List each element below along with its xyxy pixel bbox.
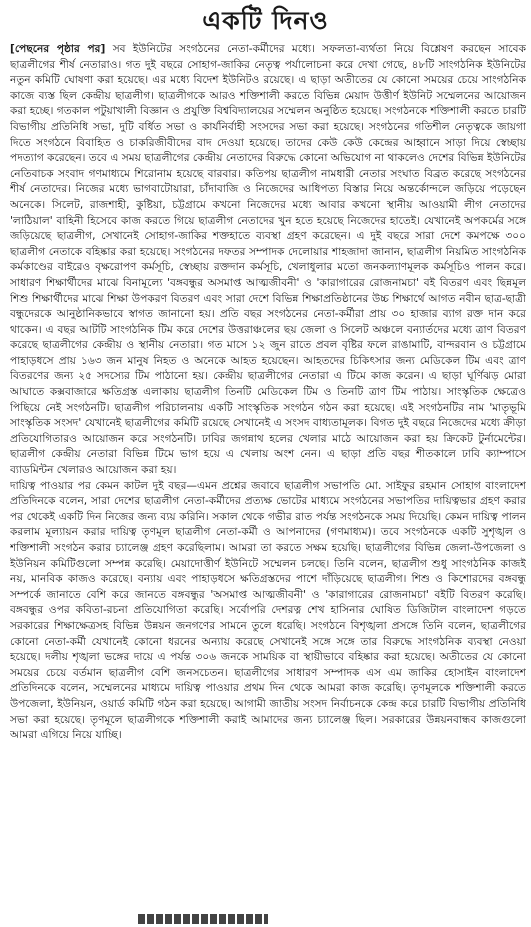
article-headline: একটি দিনও xyxy=(202,6,329,35)
article-paragraph-2: দায়িত্ব পাওয়ার পর কেমন কাটল দুই বছর—এমন প্রশ্নের জবাবে ছাত্রলীগ সভাপতি মো. সাইফুর রহমান সোহাগ বাংলাদেশ প্রতিদিনকে বলেন, সারা দেশের ছাত্রলীগ নেতা-কর্মীদের প্রত্যক্ষ ভোটের মাধ্যমে সংগঠনের সভাপতির দায়িত্বভার গ্রহণ করার পর থেকেই একটি দিন নিজের জন্য ব্যয় করিনি। সকাল থেকে গভীর রাত পর্যন্ত সংগঠনকে সময় দিয়েছি। কেমন দায়িত্ব পালন করলাম মূল্যায়ন করার দায়িত্ব তৃণমূল ছাত্রলীগ নেতা-কর্মী ও আপনাদের (গণমাধ্যম)। তবে সংগঠনকে একটি সুশৃঙ্খল ও শক্তিশালী সংগঠন করার চ্যালেঞ্জ গ্রহণ করেছিলাম। আমরা তা করতে সক্ষম হয়েছি। ছাত্রলীগের বিভিন্ন জেলা-উপজেলা ও ইউনিয়ন কমিটিগুলো সম্পন্ন করেছি। মেয়াদোত্তীর্ণ ইউনিটে সম্মেলন চলছে। তিনি বলেন, ছাত্রলীগ শুধু সাংগঠনিক কাজই নয়, মানবিক কাজও করেছে। বন্যায় এবং পাহাড়ধসে ক্ষতিগ্রস্তদের পাশে দাঁড়িয়েছে ছাত্রলীগ। শিশু ও কিশোরদের বঙ্গবন্ধু সম্পর্কে জানাতে বেশি করে জানতে বঙ্গবন্ধুর 'অসমাপ্ত আত্মজীবনী' ও 'কারাগারের রোজনামচা' বইটি বিতরণ করেছি। বঙ্গবন্ধুর ওপর কবিতা-রচনা প্রতিযোগিতা করেছি। সর্বোপরি দেশরত্ন শেখ হাসিনার ঘোষিত ডিজিটাল বাংলাদেশ গড়তে সরকারের শিক্ষাক্ষেত্রসহ বিভিন্ন উন্নয়ন জনগণের সামনে তুলে ধরেছি। সংগঠনে বিশৃঙ্খলা প্রসঙ্গে তিনি বলেন, ছাত্রলীগের কোনো নেতা-কর্মী যেখানেই কোনো ধরনের অন্যায় করেছে সেখানেই সঙ্গে সঙ্গে তার বিরুদ্ধে সাংগঠনিক ব্যবস্থা নেওয়া হয়েছে। দলীয় শৃঙ্খলা ভঙ্গের দায়ে এ পর্যন্ত ৩০৬ জনকে সাময়িক বা স্থায়ীভাবে বহিষ্কার করা হয়েছে। অতীতের যে কোনো সময়ের চেয়ে বর্তমান ছাত্রলীগ বেশি জনসচেতন। ছাত্রলীগের সাধারণ সম্পাদক এস এম জাকির হোসাইন বাংলাদেশ প্রতিদিনকে বলেন, সম্মেলনের মাধ্যমে দায়িত্ব পাওয়ার প্রথম দিন থেকে আমরা কাজ করেছি। তৃণমূলকে শক্তিশালী করতে উপজেলা, ইউনিয়ন, ওয়ার্ড কমিটি গঠন করা হয়েছে। আগামী জাতীয় সংসদ নির্বাচনকে কেন্দ্র করে চারটি বিভাগীয় প্রতিনিধি সভা করা হয়েছে। তৃণমূলে ছাত্রলীগকে শক্তিশালী করাই আমাদের জন্য চ্যালেঞ্জ ছিল। সরকারের উন্নয়নবান্ধব কাজগুলো আমরা এগিয়ে নিয়ে যাচ্ছি। xyxy=(10,479,526,742)
paragraph-1-text: সব ইউনিটের সংগঠনের নেতা-কর্মীদের মধ্যে। সফলতা-ব্যর্থতা নিয়ে বিশ্লেষণ করছেন সাবেক ছাত্রলীগের শীর্ষ নেতারাও। গত দুই বছরে সোহাগ-জাকির নেতৃত্ব পর্যালোচনা করে দেখা গেছে, ৪৮টি সাংগঠনিক ইউনিটের নতুন কমিটি ঘোষণা করা হয়েছে। এর মধ্যে বিদেশ ইউনিটও রয়েছে। এ ছাড়া অতীতের যে কোনো সময়ের চেয়ে সাংগঠনিক কাজে ব্যস্ত ছিল কেন্দ্রীয় ছাত্রলীগ। ছাত্রলীগকে আরও শক্তিশালী করতে বিভিন্ন মেয়াদ উত্তীর্ণ ইউনিট সম্মেলনের আয়োজন করা হচ্ছে। গতকাল পটুয়াখালী বিজ্ঞান ও প্রযুক্তি বিশ্ববিদ্যালয়ের সম্মেলন অনুষ্ঠিত হয়েছে। সংগঠনকে শক্তিশালী করতে চারটি বিভাগীয় প্রতিনিধি সভা, দুটি বর্ধিত সভা ও কার্যনির্বাহী সংসদের সভা করা হয়েছে। সংগঠনের গতিশীল নেতৃত্বকে জায়গা দিতে সংগঠনে বিবাহিত ও চাকরিজীবীদের বাদ দেওয়া হয়েছে। তাদের কেউ কেউ কেন্দ্রের আহ্বানে সাড়া দিয়ে স্বেচ্ছায় পদত্যাগ করেছেন। তবে এ সময় ছাত্রলীগের কেন্দ্রীয় নেতাদের বিরুদ্ধে কোনো অভিযোগ না থাকলেও দেশের বিভিন্ন ইউনিটের নেতিবাচক সংবাদ গণমাধ্যমে শিরোনাম হয়েছে বারবার। কতিপয় ছাত্রলীগ নামধারী নেতার সংঘাত বিব্রত করেছে সংগঠনের শীর্ষ নেতাদের। নিজের মধ্যে ভাগবাটোয়ারা, চাঁদাবাজি ও নিজেদের আধিপত্য বিস্তার নিয়ে অন্তর্কোন্দলে জড়িয়ে পড়েছেন অনেকে। সিলেট, রাজশাহী, কুষ্টিয়া, চট্টগ্রামে কখনো নিজেদের মধ্যে আবার কখনো স্থানীয় আওয়ামী লীগ নেতাদের 'লাঠিয়াল' বাহিনী হিসেবে কাজ করতে গিয়ে ছাত্রলীগ নেতাদের খুন হতে হয়েছে নিজেদের হাতেই। যেখানেই অপকর্মের সঙ্গে জড়িয়েছে ছাত্রলীগ, সেখানেই সোহাগ-জাকির শক্তহাতে ব্যবস্থা গ্রহণ করেছেন। এ দুই বছরে সারা দেশে কমপক্ষে ৩০০ ছাত্রলীগ নেতাকে বহিষ্কার করা হয়েছে। সংগঠনের দফতর সম্পাদক দেলোয়ার শাহজাদা জানান, ছাত্রলীগ নিয়মিত সাংগঠনিক কর্মকাণ্ডের বাইরেও বৃক্ষরোপণ কর্মসূচি, স্বেচ্ছায় রক্তদান কর্মসূচি, খেলাধুলার মতো জনকল্যাণমূলক কর্মসূচিও পালন করে। সাধারণ শিক্ষার্থীদের মাঝে বিনামূল্যে 'বঙ্গবন্ধুর অসমাপ্ত আত্মজীবনী' ও 'কারাগারের রোজনামচা' বই বিতরণ এবং ছিন্নমূল শিশু শিক্ষার্থীদের মাঝে শিক্ষা উপকরণ বিতরণ এবং সারা দেশে বিভিন্ন শিক্ষাপ্রতিষ্ঠানের উচ্চ শিক্ষার্থে আগত নবীন ছাত্র-ছাত্রী বন্ধুদেরকে আনুষ্ঠানিকভাবে স্বাগত জানানো হয়। প্রতি বছর সংগঠনের নেতা-কর্মীরা প্রায় ৩০ হাজার ব্যাগ রক্ত দান করে থাকেন। এ বছর আটটি সাংগঠনিক টিম করে দেশের উত্তরাঞ্চলের ছয় জেলা ও সিলেট অঞ্চলে বন্যার্তদের মধ্যে ত্রাণ বিতরণ করেছে ছাত্রলীগের কেন্দ্রীয় ও স্থানীয় নেতারা। গত মাসে ১২ জুন রাতে প্রবল বৃষ্টির ফলে রাঙামাটি, বান্দরবান ও চট্টগ্রামে পাহাড়ধসে প্রায় ১৬৩ জন মানুষ নিহত ও অনেকে আহত হয়েছেন। আহতদের চিকিৎসার জন্য মেডিকেল টিম এবং ত্রাণ বিতরণের জন্য ২৫ সদস্যের টিম পাঠানো হয়। কেন্দ্রীয় ছাত্রলীগের নেতারা এ টিমে কাজ করেন। এ ছাড়া ঘূর্ণিঝড় মোরা আঘাতে কক্সবাজারে ক্ষতিগ্রস্ত এলাকায় ছাত্রলীগ তিনটি মেডিকেল টিম ও তিনটি ত্রাণ টিম পাঠায়। সাংস্কৃতিক ক্ষেত্রেও পিছিয়ে নেই সংগঠনটি। ছাত্রলীগ পরিচালনায় একটি সাংস্কৃতিক সংগঠন গঠন করা হয়েছে। এই সংগঠনটির নাম 'মাতৃভূমি সাংস্কৃতিক সংসদ' যেখানেই ছাত্রলীগের কমিটি রয়েছে সেখানেই এ সংসদ বাধ্যতামূলক। বিগত দুই বছরে নিজেদের মধ্যে ক্রীড়া প্রতিযোগিতারও আয়োজন করে সংগঠনটি। ঢাবির জগন্নাথ হলের খেলার মাঠে আয়োজন করা হয় ক্রিকেট টুর্নামেন্টের। ছাত্রলীগ কেন্দ্রীয় নেতারা বিভিন্ন টিমে ভাগ হয়ে এ খেলায় অংশ নেন। এ ছাড়া প্রতি বছর শীতকালে ঢাবি ক্যাম্পাসে ব্যাডমিন্টন খেলারও আয়োজন করা হয়। xyxy=(10,43,526,477)
article-body xyxy=(10,42,526,906)
cut-off-text-fragment xyxy=(138,914,268,924)
article-paragraph-1 xyxy=(10,42,526,479)
cut-off-next-headline xyxy=(138,908,268,924)
continuation-kicker: [পেছনের পৃষ্ঠার পর] xyxy=(10,43,106,55)
